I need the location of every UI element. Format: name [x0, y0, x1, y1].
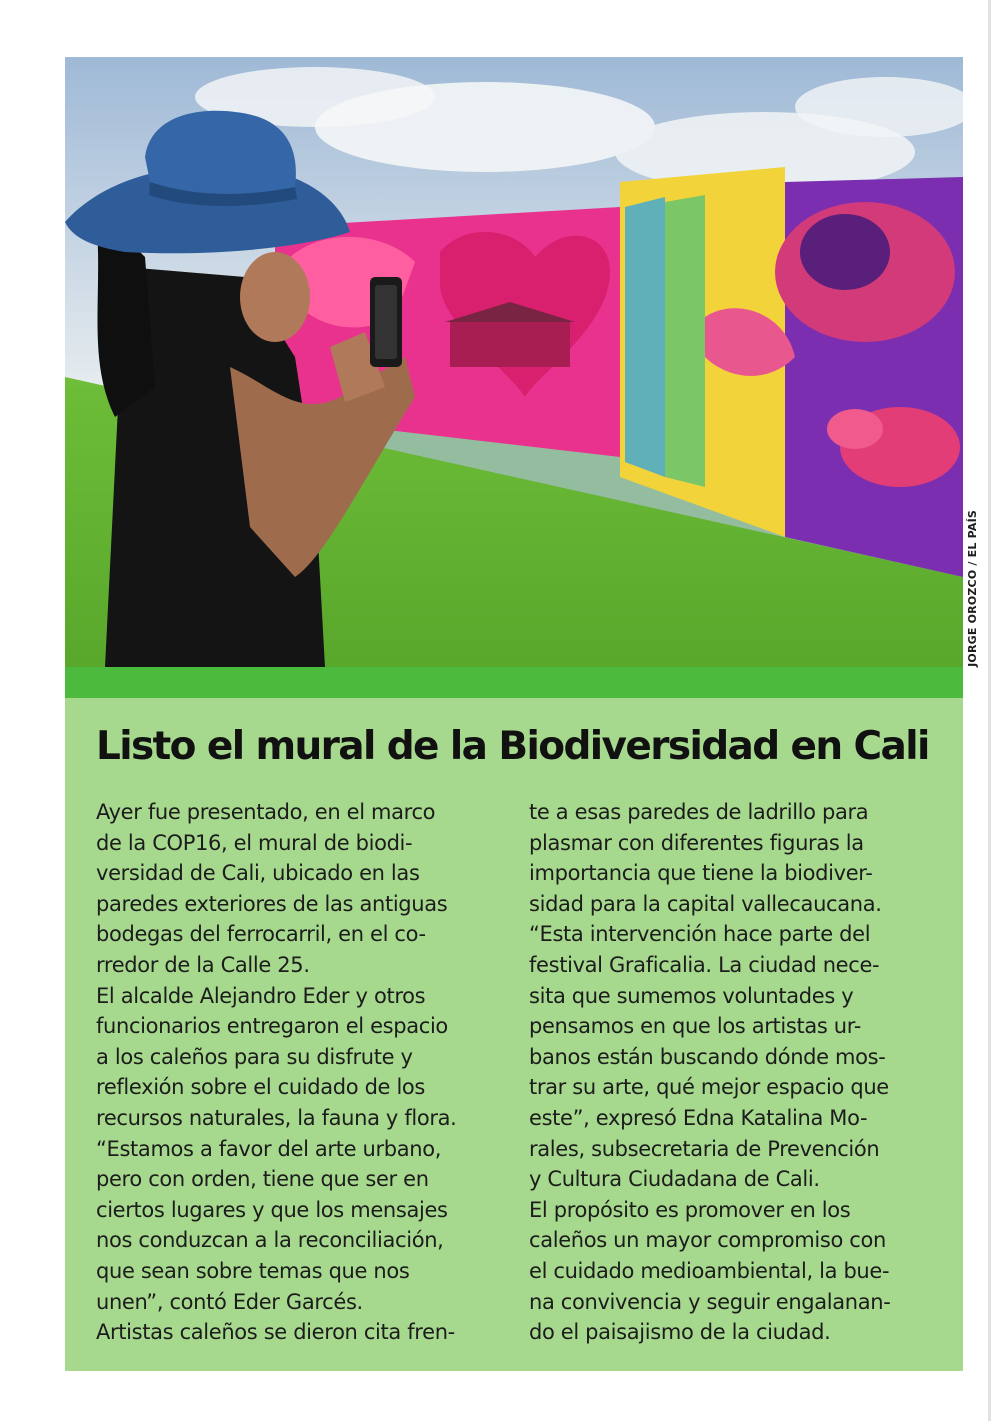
article-column-left: [96, 797, 516, 1348]
article-text-line: ciertos lugares y que los mensajes: [96, 1197, 448, 1222]
article-text-line: reflexión sobre el cuidado de los: [96, 1075, 426, 1100]
article-text-line: versidad de Cali, ubicado en las: [96, 861, 420, 886]
page-edge-divider: [988, 0, 991, 1421]
article-text-line: rales, subsecretaria de Prevención: [529, 1136, 880, 1161]
article-text-line: plasmar con diferentes figuras la: [529, 830, 864, 855]
article-text-line: este”, expresó Edna Katalina Mo-: [529, 1105, 868, 1130]
article-text-line: que sean sobre temas que nos: [96, 1258, 410, 1283]
article-text-line: caleños un mayor compromiso con: [529, 1228, 886, 1253]
article-text-line: nos conduzcan a la reconciliación,: [96, 1228, 444, 1253]
article-text-line: “Estamos a favor del arte urbano,: [96, 1136, 442, 1161]
article-text-line: a los caleños para su disfrute y: [96, 1044, 413, 1069]
article-text-line: pensamos en que los artistas ur-: [529, 1014, 861, 1039]
headline-band: [65, 667, 963, 698]
article-text-line: festival Graficalia. La ciudad nece-: [529, 952, 880, 977]
photo-credit: JORGE OROZCO / EL PAÍS: [965, 510, 979, 667]
article-text-line: sita que sumemos voluntades y: [529, 983, 854, 1008]
article-photo: [65, 57, 963, 667]
article-text-line: y Cultura Ciudadana de Cali.: [529, 1167, 820, 1192]
article-text-line: do el paisajismo de la ciudad.: [529, 1320, 831, 1345]
article-text-line: rredor de la Calle 25.: [96, 952, 310, 977]
article-text-line: importancia que tiene la biodiver-: [529, 861, 873, 886]
article-text-line: pero con orden, tiene que ser en: [96, 1167, 429, 1192]
article-text-line: bodegas del ferrocarril, en el co-: [96, 922, 426, 947]
article-headline: Listo el mural de la Biodiversidad en Cali: [96, 724, 929, 769]
article-text-line: el cuidado medioambiental, la bue-: [529, 1258, 890, 1283]
article-text-line: Artistas caleños se dieron cita fren-: [96, 1320, 455, 1345]
article-text-line: funcionarios entregaron el espacio: [96, 1014, 448, 1039]
article-text-line: trar su arte, qué mejor espacio que: [529, 1075, 889, 1100]
article-text-line: El propósito es promover en los: [529, 1197, 851, 1222]
article-text-line: sidad para la capital vallecaucana.: [529, 891, 882, 916]
article-text-line: El alcalde Alejandro Eder y otros: [96, 983, 426, 1008]
article-text-line: paredes exteriores de las antiguas: [96, 891, 448, 916]
article-text-line: unen”, contó Eder Garcés.: [96, 1289, 363, 1314]
article-text-line: te a esas paredes de ladrillo para: [529, 800, 869, 824]
article-column-right: [529, 797, 949, 1348]
article-text-line: “Esta intervención hace parte del: [529, 922, 871, 947]
article-text-line: na convivencia y seguir engalanan-: [529, 1289, 891, 1314]
article-text-line: recursos naturales, la fauna y flora.: [96, 1105, 457, 1130]
article-text-line: Ayer fue presentado, en el marco: [96, 800, 436, 824]
article-text-line: banos están buscando dónde mos-: [529, 1044, 886, 1069]
article-text-line: de la COP16, el mural de biodi-: [96, 830, 413, 855]
